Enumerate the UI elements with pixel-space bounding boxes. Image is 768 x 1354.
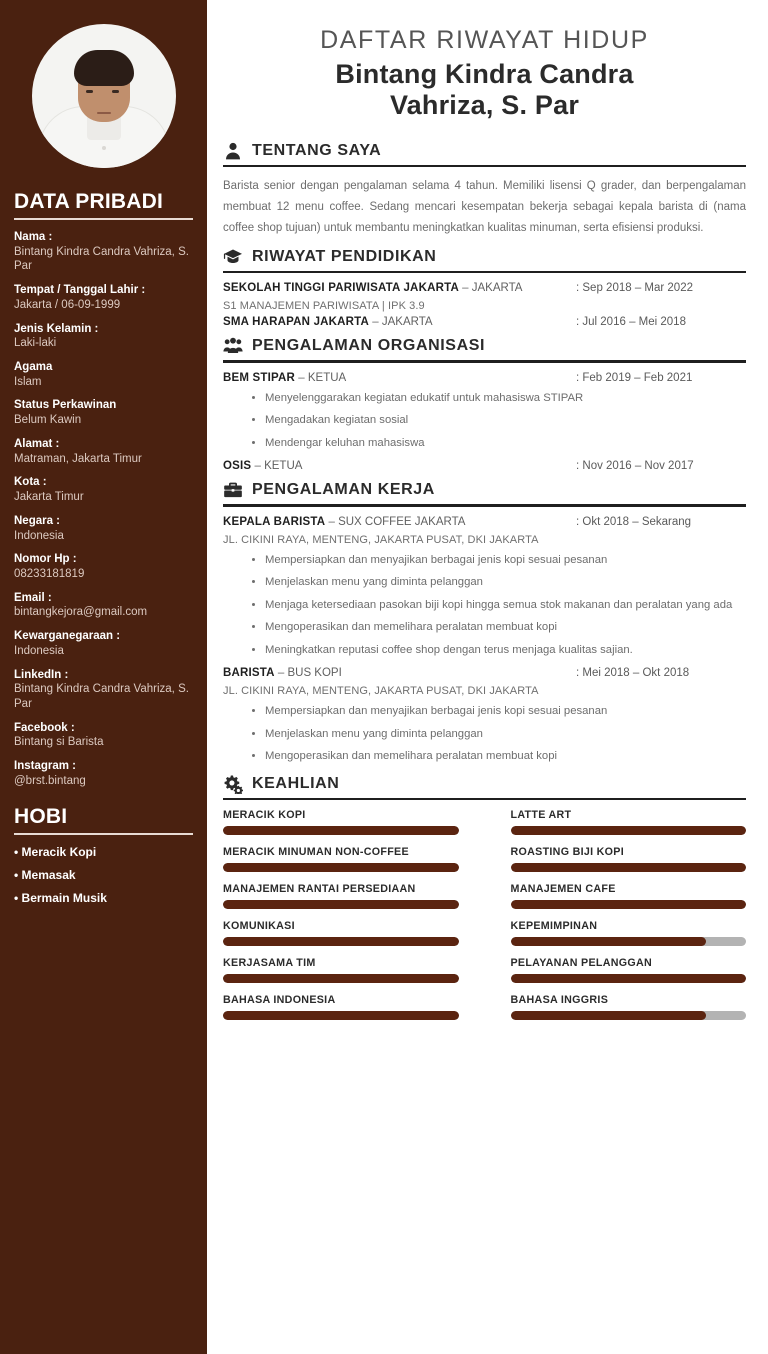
sidebar	[0, 0, 207, 1354]
personal-field-value: Belum Kawin	[14, 414, 82, 427]
personal-field-value: Bintang Kindra Candra Vahriza, S. Par	[14, 683, 189, 710]
entry-date: : Nov 2016 – Nov 2017	[576, 460, 694, 473]
skill-bar-fill	[511, 974, 747, 983]
personal-data-heading: DATA PRIBADI	[14, 190, 164, 213]
personal-field	[14, 721, 193, 750]
entry-row	[223, 372, 746, 384]
personal-field	[14, 629, 193, 658]
personal-field-value: Laki-laki	[14, 337, 57, 350]
skill-label: MANAJEMEN RANTAI PERSEDIAAN	[223, 883, 416, 896]
skill-label: LATTE ART	[510, 809, 572, 822]
section-skills	[223, 774, 746, 1032]
skill-bar-track	[511, 937, 747, 946]
organization-entry	[223, 460, 746, 472]
skill-label: BAHASA INGGRIS	[510, 994, 609, 1007]
personal-field-value: 08233181819	[14, 567, 85, 580]
hobby-item: • Memasak	[14, 867, 76, 882]
education-entry	[223, 282, 746, 312]
personal-field-label: Alamat :	[14, 437, 60, 450]
entry-bullet: • Mengoperasikan dan memelihara peralatan membuat kopi	[265, 619, 746, 637]
entry-bullet-list	[223, 552, 746, 660]
skill-bar-fill	[511, 826, 747, 835]
candidate-name-line1: Bintang Kindra Candra	[335, 59, 634, 89]
organization-title: PENGALAMAN ORGANISASI	[252, 337, 486, 355]
skill-item	[223, 957, 459, 983]
skill-bar-fill	[223, 863, 459, 872]
entry-bullet: • Menjelaskan menu yang diminta pelanggan	[265, 574, 746, 592]
personal-field-value: Jakarta / 06-09-1999	[14, 298, 121, 311]
gears-icon	[223, 774, 243, 794]
entry-date: : Jul 2016 – Mei 2018	[576, 316, 686, 329]
entry-subtitle: JL. CIKINI RAYA, MENTENG, JAKARTA PUSAT, DKI JAKARTA	[223, 685, 539, 698]
briefcase-icon	[223, 480, 243, 500]
skills-divider	[223, 798, 746, 801]
entry-heading	[223, 282, 522, 294]
skill-bar-fill	[223, 974, 459, 983]
personal-field-label: Instagram :	[14, 760, 76, 773]
entry-bullet: • Mempersiapkan dan menyajikan berbagai jenis kopi sesuai pesanan	[265, 703, 746, 721]
person-icon	[223, 141, 243, 161]
entry-place: KETUA	[264, 460, 303, 473]
work-title: PENGALAMAN KERJA	[252, 481, 435, 499]
profile-photo	[32, 24, 176, 168]
entry-row	[223, 667, 746, 679]
skill-bar-fill	[223, 900, 459, 909]
skill-bar-track	[223, 937, 459, 946]
section-education	[223, 247, 746, 329]
entry-date: : Sep 2018 – Mar 2022	[576, 282, 693, 295]
skill-bar-fill	[223, 1011, 459, 1020]
entry-place: SUX COFFEE JAKARTA	[338, 515, 466, 528]
skill-label: KOMUNIKASI	[223, 920, 295, 933]
entry-bullet: • Mengoperasikan dan memelihara peralatan membuat kopi	[265, 748, 746, 766]
entry-place: JAKARTA	[471, 282, 523, 295]
entry-subtitle: S1 MANAJEMEN PARIWISATA | IPK 3.9	[223, 300, 425, 313]
personal-field-label: Kota :	[14, 476, 47, 489]
skill-item	[511, 846, 747, 872]
personal-field-label: Nomor Hp :	[14, 553, 77, 566]
personal-field-value: Bintang Kindra Candra Vahriza, S. Par	[14, 245, 189, 273]
section-organization	[223, 336, 746, 472]
entry-bullet-list	[223, 703, 746, 766]
personal-field-value: @brst.bintang	[14, 774, 86, 787]
skill-bar-fill	[511, 1011, 706, 1020]
work-entries	[223, 516, 746, 766]
entry-bullet-list	[223, 390, 746, 453]
personal-field	[14, 552, 193, 581]
photo-container	[14, 0, 193, 184]
personal-field	[14, 668, 193, 712]
personal-field	[14, 437, 193, 466]
skill-item	[223, 920, 459, 946]
skill-item	[511, 883, 747, 909]
about-title: TENTANG SAYA	[252, 141, 382, 159]
personal-field-label: Kewarganegaraan :	[14, 630, 121, 643]
entry-date: : Mei 2018 – Okt 2018	[576, 667, 690, 680]
work-entry	[223, 516, 746, 660]
skill-label: MANAJEMEN CAFE	[510, 883, 616, 896]
personal-field-label: Status Perkawinan	[14, 399, 117, 412]
personal-field	[14, 591, 193, 620]
personal-field-label: Tempat / Tanggal Lahir :	[14, 284, 146, 297]
entry-bullet: • Menjaga ketersediaan pasokan biji kopi hingga semua stok makanan dan peralatan yang ada	[265, 597, 746, 615]
personal-field-value: Bintang si Barista	[14, 736, 104, 749]
entry-bullet: • Mengadakan kegiatan sosial	[265, 412, 746, 430]
entry-bullet: • Mendengar keluhan mahasiswa	[265, 435, 746, 453]
skills-grid	[223, 809, 746, 1031]
skill-item	[223, 994, 459, 1020]
work-header	[223, 480, 746, 504]
organization-entries	[223, 372, 746, 473]
education-title: RIWAYAT PENDIDIKAN	[252, 247, 437, 265]
skill-bar-track	[223, 1011, 459, 1020]
personal-field	[14, 398, 193, 427]
skill-label: KEPEMIMPINAN	[510, 920, 598, 933]
hobby-divider	[14, 833, 193, 835]
entry-separator: –	[458, 282, 472, 295]
entry-place: KETUA	[307, 371, 347, 384]
personal-field	[14, 230, 193, 274]
entry-subtitle: JL. CIKINI RAYA, MENTENG, JAKARTA PUSAT, DKI JAKARTA	[223, 533, 539, 546]
skill-item	[511, 994, 747, 1020]
education-entry	[223, 316, 746, 328]
entry-row	[223, 516, 746, 528]
organization-header	[223, 336, 746, 360]
about-header	[223, 141, 746, 165]
skill-label: MERACIK MINUMAN NON-COFFEE	[223, 846, 409, 859]
skill-bar-track	[223, 900, 459, 909]
section-about	[223, 141, 746, 239]
work-entry	[223, 667, 746, 766]
candidate-name	[223, 59, 746, 121]
skill-item	[223, 846, 459, 872]
skill-bar-fill	[223, 937, 459, 946]
skill-item	[511, 957, 747, 983]
entry-organization: SMA HARAPAN JAKARTA	[223, 316, 370, 329]
personal-field-value: Islam	[14, 375, 42, 388]
entry-separator: –	[325, 515, 339, 528]
personal-data-list	[14, 230, 193, 789]
personal-field-label: Jenis Kelamin :	[14, 322, 99, 335]
skill-item	[511, 920, 747, 946]
skill-label: BAHASA INDONESIA	[223, 994, 336, 1007]
personal-field	[14, 283, 193, 312]
entry-row	[223, 316, 746, 328]
entry-organization: SEKOLAH TINGGI PARIWISATA JAKARTA	[223, 282, 459, 295]
skill-label: KERJASAMA TIM	[223, 957, 316, 970]
skill-bar-track	[511, 900, 747, 909]
education-entries	[223, 282, 746, 328]
personal-field	[14, 759, 193, 788]
main-content	[207, 0, 768, 1354]
entry-separator: –	[251, 460, 265, 473]
skill-bar-fill	[511, 900, 747, 909]
entry-separator: –	[369, 316, 382, 329]
personal-field-label: Negara :	[14, 514, 61, 527]
entry-heading	[223, 372, 346, 384]
work-divider	[223, 504, 746, 507]
entry-place: BUS KOPI	[287, 667, 342, 680]
hobby-section	[14, 805, 193, 905]
entry-organization: BEM STIPAR	[223, 371, 296, 384]
skill-bar-fill	[511, 863, 747, 872]
candidate-name-line2: Vahriza, S. Par	[389, 89, 580, 120]
entry-date: : Okt 2018 – Sekarang	[576, 515, 692, 528]
skills-header	[223, 774, 746, 798]
entry-bullet: • Mempersiapkan dan menyajikan berbagai jenis kopi sesuai pesanan	[265, 552, 746, 570]
graduation-cap-icon	[223, 247, 243, 267]
entry-organization: BARISTA	[223, 667, 275, 680]
skill-label: PELAYANAN PELANGGAN	[510, 957, 652, 970]
skill-bar-track	[511, 826, 747, 835]
personal-field	[14, 514, 193, 543]
skill-label: ROASTING BIJI KOPI	[510, 846, 624, 859]
entry-place: JAKARTA	[381, 316, 433, 329]
personal-field-value: bintangkejora@gmail.com	[14, 606, 148, 619]
skills-title: KEAHLIAN	[252, 774, 340, 792]
personal-field	[14, 322, 193, 351]
document-title: DAFTAR RIWAYAT HIDUP	[320, 26, 649, 54]
skill-item	[223, 883, 459, 909]
entry-row	[223, 460, 746, 472]
education-divider	[223, 271, 746, 274]
entry-separator: –	[274, 667, 288, 680]
personal-field-value: Matraman, Jakarta Timur	[14, 452, 142, 465]
entry-heading	[223, 516, 465, 528]
entry-heading	[223, 460, 302, 472]
entry-row	[223, 282, 746, 294]
entry-separator: –	[295, 371, 308, 384]
skill-bar-track	[511, 863, 747, 872]
personal-data-divider	[14, 218, 193, 220]
entry-date: : Feb 2019 – Feb 2021	[576, 371, 693, 384]
personal-field-label: Email :	[14, 591, 52, 604]
personal-field-label: LinkedIn :	[14, 668, 69, 681]
entry-heading	[223, 667, 342, 679]
about-text: Barista senior dengan pengalaman selama 4 tahun. Memiliki lisensi Q grader, dan berpengalaman membuat 12 menu coffee. Sedang mencari kesempatan bekerja sebagai kepala barista di (nama coffee shop tujuan) untuk membantu meningkatkan kualitas minuman, serta efisiensi produksi.	[223, 180, 746, 234]
personal-field-label: Agama	[14, 361, 53, 374]
personal-field-value: Indonesia	[14, 529, 64, 542]
skill-item	[511, 809, 747, 835]
personal-field-value: Indonesia	[14, 644, 64, 657]
section-work	[223, 480, 746, 766]
skill-bar-track	[223, 863, 459, 872]
skill-label: MERACIK KOPI	[223, 809, 306, 822]
people-group-icon	[223, 336, 243, 356]
entry-bullet: • Meningkatkan reputasi coffee shop dengan terus menjaga kualitas sajian.	[265, 642, 746, 660]
personal-field	[14, 475, 193, 504]
hobby-item: • Bermain Musik	[14, 890, 107, 905]
personal-field-value: Jakarta Timur	[14, 491, 84, 504]
education-header	[223, 247, 746, 271]
skill-item	[223, 809, 459, 835]
entry-organization: OSIS	[223, 460, 252, 473]
skill-bar-fill	[511, 937, 706, 946]
organization-divider	[223, 360, 746, 363]
skill-bar-fill	[223, 826, 459, 835]
skill-bar-track	[511, 1011, 747, 1020]
personal-field	[14, 360, 193, 389]
personal-field-label: Facebook :	[14, 721, 75, 734]
hobby-item: • Meracik Kopi	[14, 844, 97, 859]
entry-bullet: • Menjelaskan menu yang diminta pelanggan	[265, 726, 746, 744]
hobby-heading: HOBI	[14, 804, 68, 828]
entry-bullet: • Menyelenggarakan kegiatan edukatif untuk mahasiswa STIPAR	[265, 390, 746, 408]
skill-bar-track	[511, 974, 747, 983]
entry-heading	[223, 316, 433, 328]
entry-organization: KEPALA BARISTA	[223, 515, 326, 528]
skill-bar-track	[223, 826, 459, 835]
about-divider	[223, 165, 746, 168]
organization-entry	[223, 372, 746, 453]
hobby-list	[14, 845, 193, 905]
skill-bar-track	[223, 974, 459, 983]
personal-field-label: Nama :	[14, 231, 53, 243]
